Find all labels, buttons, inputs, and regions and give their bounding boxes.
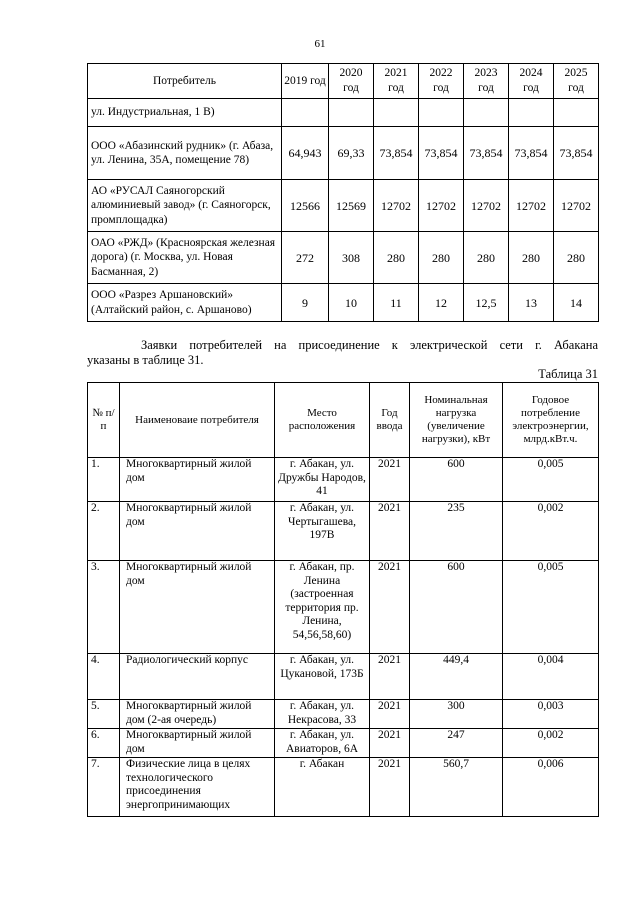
load-cell: 560,7 (410, 758, 503, 817)
value-cell (282, 99, 329, 127)
consumer-name: Многоквартирный жилой дом (120, 729, 275, 758)
header-cell: 2024 год (509, 64, 554, 99)
year-cell: 2021 (370, 700, 410, 729)
header-cell: 2021 год (374, 64, 419, 99)
value-cell: 12702 (464, 180, 509, 232)
value-cell (329, 99, 374, 127)
row-number: 4. (88, 654, 120, 700)
value-cell (419, 99, 464, 127)
consumer-name: Многоквартирный жилой дом (120, 561, 275, 654)
value-cell: 12702 (374, 180, 419, 232)
value-cell (464, 99, 509, 127)
paragraph-line: Заявки потребителей на присоединение к электрической сети г. Абакана (141, 338, 598, 352)
value-cell: 10 (329, 284, 374, 322)
year-cell: 2021 (370, 458, 410, 502)
header-cell: 2023 год (464, 64, 509, 99)
value-cell: 280 (374, 232, 419, 284)
table-row (88, 284, 599, 322)
consumption-cell: 0,006 (503, 758, 599, 817)
consumer-name: Многоквартирный жилой дом (120, 458, 275, 502)
value-cell: 73,854 (464, 127, 509, 180)
header-cell: 2025 год (554, 64, 599, 99)
location-cell: г. Абакан (275, 758, 370, 817)
value-cell: 64,943 (282, 127, 329, 180)
value-cell: 272 (282, 232, 329, 284)
table-row (88, 700, 599, 729)
consumer-name: АО «РУСАЛ Саяногорский алюминиевый завод» (г. Саяногорск, промплощадка) (88, 180, 282, 232)
value-cell: 73,854 (419, 127, 464, 180)
value-cell: 9 (282, 284, 329, 322)
consumption-cell: 0,002 (503, 502, 599, 561)
table-row (88, 502, 599, 561)
value-cell: 11 (374, 284, 419, 322)
value-cell: 308 (329, 232, 374, 284)
table-row (88, 99, 599, 127)
connection-requests-table (87, 382, 599, 817)
location-cell: г. Абакан, ул. Некрасова, 33 (275, 700, 370, 729)
value-cell: 280 (419, 232, 464, 284)
value-cell: 73,854 (374, 127, 419, 180)
header-cell: 2020 год (329, 64, 374, 99)
table-row (88, 232, 599, 284)
consumer-name: ООО «Разрез Аршановский» (Алтайский район, с. Аршаново) (88, 284, 282, 322)
requests-paragraph (87, 338, 598, 368)
row-number: 6. (88, 729, 120, 758)
consumers-consumption-table (87, 63, 599, 322)
consumer-name: Многоквартирный жилой дом (2-ая очередь) (120, 700, 275, 729)
consumption-cell: 0,005 (503, 458, 599, 502)
table-caption: Таблица 31 (538, 367, 598, 381)
header-cell: № п/п (88, 383, 120, 458)
year-cell: 2021 (370, 561, 410, 654)
value-cell: 12566 (282, 180, 329, 232)
header-cell: Потребитель (88, 64, 282, 99)
value-cell: 12702 (509, 180, 554, 232)
consumption-cell: 0,004 (503, 654, 599, 700)
value-cell: 280 (509, 232, 554, 284)
table-row (88, 729, 599, 758)
value-cell: 12 (419, 284, 464, 322)
table-header-row (88, 383, 599, 458)
header-cell: 2022 год (419, 64, 464, 99)
table-row (88, 127, 599, 180)
value-cell: 14 (554, 284, 599, 322)
value-cell: 13 (509, 284, 554, 322)
paragraph-line: указаны в таблице 31. (87, 353, 204, 367)
value-cell: 73,854 (554, 127, 599, 180)
row-number: 2. (88, 502, 120, 561)
value-cell: 69,33 (329, 127, 374, 180)
location-cell: г. Абакан, ул. Дружбы Народов, 41 (275, 458, 370, 502)
location-cell: г. Абакан, ул. Цукановой, 173Б (275, 654, 370, 700)
consumption-cell: 0,005 (503, 561, 599, 654)
consumer-name: Физические лица в целях технологического присоединения энергопринимающих (120, 758, 275, 817)
header-cell: Номинальная нагрузка (увеличение нагрузки), кВт (410, 383, 503, 458)
location-cell: г. Абакан, ул. Чертыгашева, 197В (275, 502, 370, 561)
header-cell: Наименоваие потребителя (120, 383, 275, 458)
header-cell: Год ввода (370, 383, 410, 458)
year-cell: 2021 (370, 729, 410, 758)
value-cell: 12569 (329, 180, 374, 232)
value-cell: 280 (554, 232, 599, 284)
value-cell: 12702 (554, 180, 599, 232)
value-cell (509, 99, 554, 127)
consumption-cell: 0,003 (503, 700, 599, 729)
value-cell: 12,5 (464, 284, 509, 322)
value-cell: 73,854 (509, 127, 554, 180)
value-cell (374, 99, 419, 127)
table-row (88, 654, 599, 700)
year-cell: 2021 (370, 654, 410, 700)
header-cell: 2019 год (282, 64, 329, 99)
value-cell: 12702 (419, 180, 464, 232)
value-cell: 280 (464, 232, 509, 284)
table-header-row (88, 64, 599, 99)
row-number: 5. (88, 700, 120, 729)
row-number: 3. (88, 561, 120, 654)
year-cell: 2021 (370, 502, 410, 561)
load-cell: 235 (410, 502, 503, 561)
table-row (88, 180, 599, 232)
consumer-name: ул. Индустриальная, 1 В) (88, 99, 282, 127)
year-cell: 2021 (370, 758, 410, 817)
load-cell: 600 (410, 458, 503, 502)
header-cell: Место расположения (275, 383, 370, 458)
consumer-name: Многоквартирный жилой дом (120, 502, 275, 561)
load-cell: 247 (410, 729, 503, 758)
load-cell: 600 (410, 561, 503, 654)
consumer-name: ОАО «РЖД» (Красноярская железная дорога) (г. Москва, ул. Новая Басманная, 2) (88, 232, 282, 284)
table-row (88, 561, 599, 654)
table-row (88, 458, 599, 502)
row-number: 7. (88, 758, 120, 817)
consumer-name: Радиологический корпус (120, 654, 275, 700)
consumer-name: ООО «Абазинский рудник» (г. Абаза, ул. Ленина, 35А, помещение 78) (88, 127, 282, 180)
consumption-cell: 0,002 (503, 729, 599, 758)
load-cell: 300 (410, 700, 503, 729)
load-cell: 449,4 (410, 654, 503, 700)
location-cell: г. Абакан, ул. Авиаторов, 6А (275, 729, 370, 758)
page-number: 61 (314, 38, 326, 50)
header-cell: Годовое потребление электроэнергии, млрд.кВт.ч. (503, 383, 599, 458)
table-row (88, 758, 599, 817)
value-cell (554, 99, 599, 127)
location-cell: г. Абакан, пр. Ленина (застроенная территория пр. Ленина, 54,56,58,60) (275, 561, 370, 654)
row-number: 1. (88, 458, 120, 502)
